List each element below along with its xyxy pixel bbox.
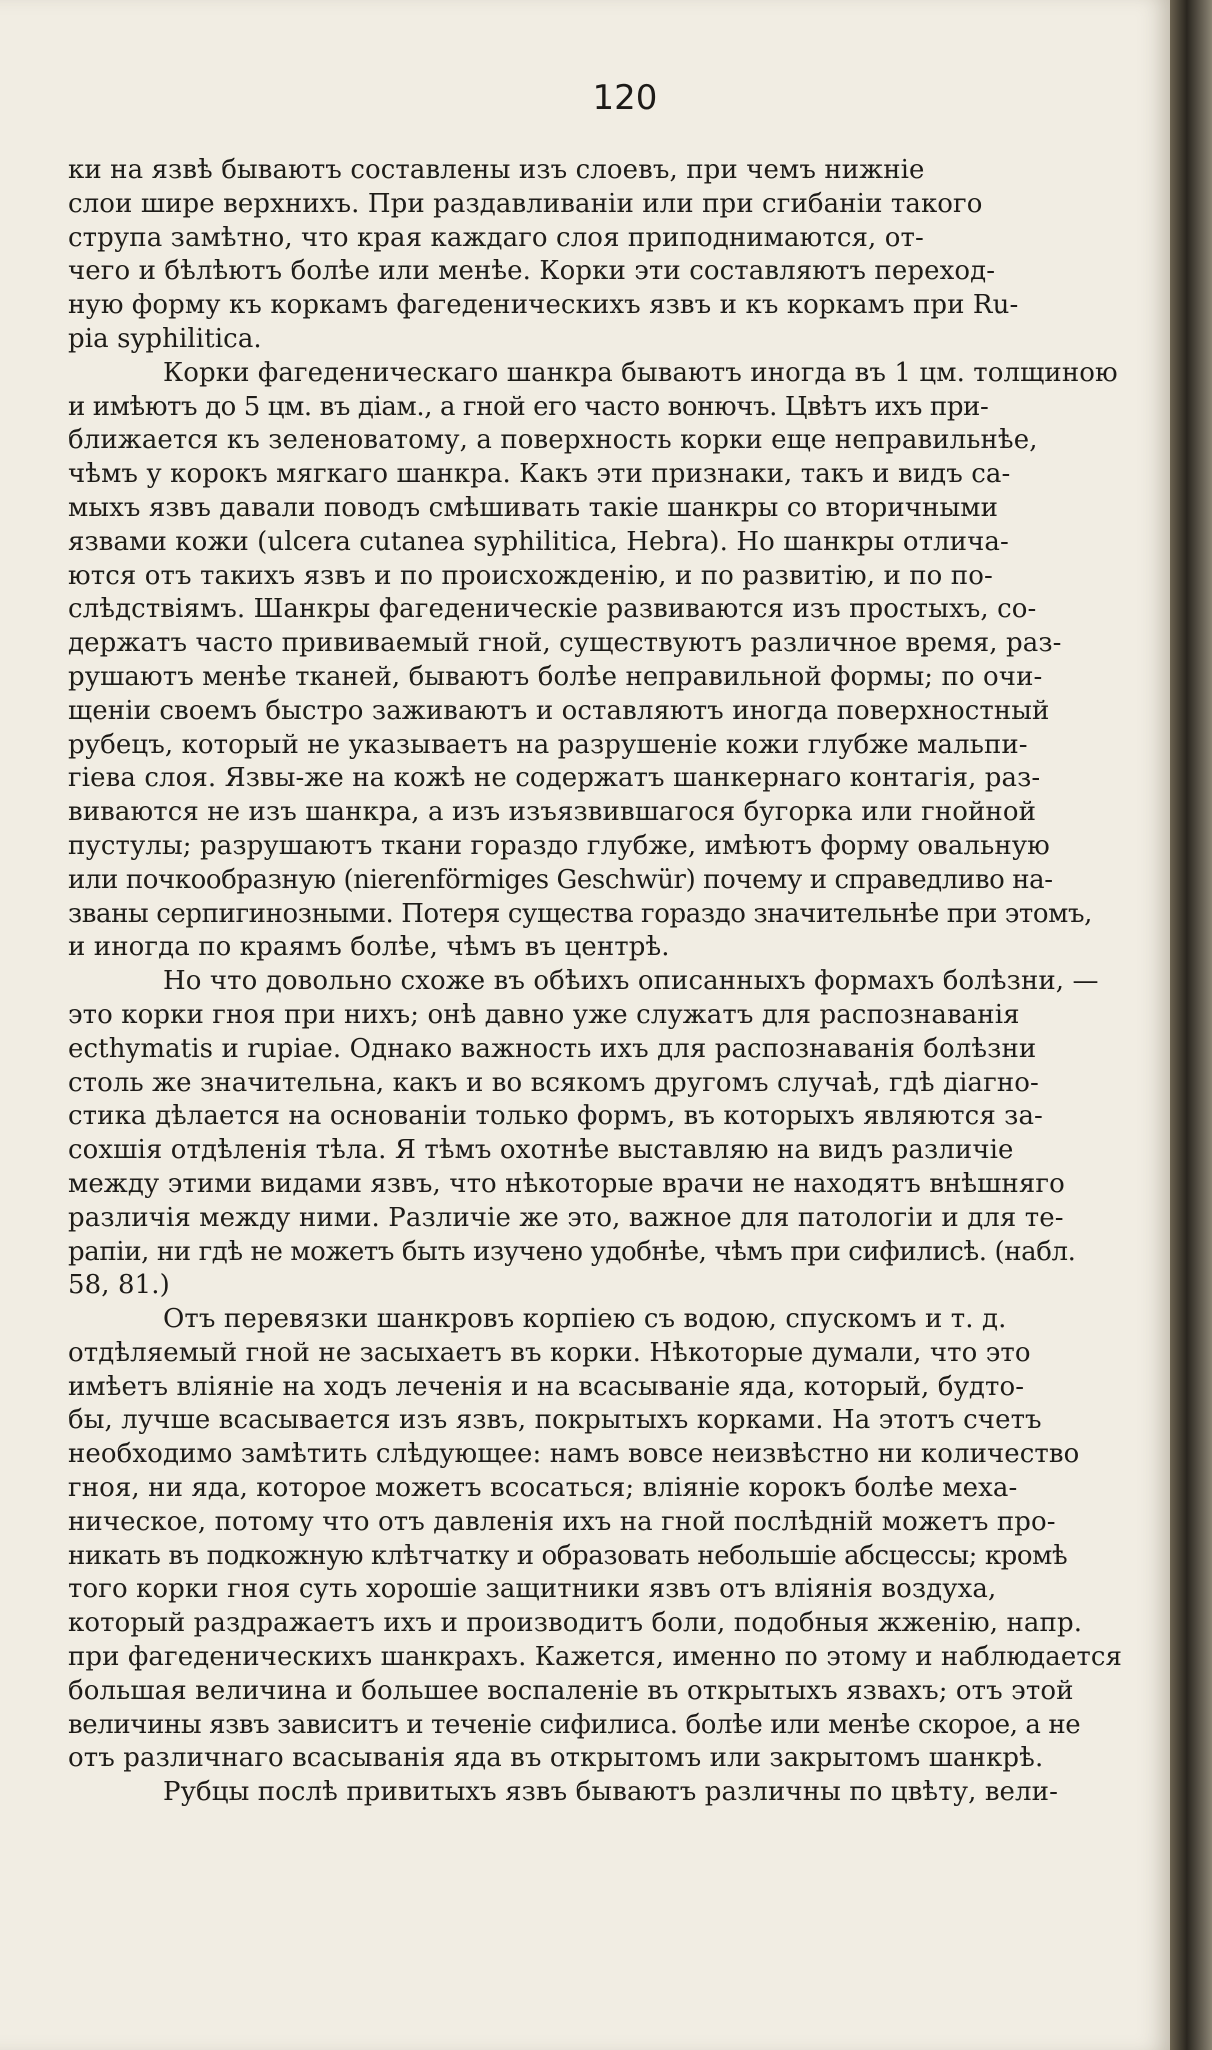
text-line: стика дѣлается на основаніи только формъ, въ которыхъ являются за- <box>68 1101 1043 1132</box>
text-line: язвами кожи (ulcera cutanea syphilitica, Hebra). Но шанкры отлича- <box>68 526 1009 557</box>
text-line: большая величина и большее воспаленіе въ открытыхъ язвахъ; отъ этой <box>68 1675 1074 1706</box>
text-line: сохшія отдѣленія тѣла. Я тѣмъ охотнѣе выставляю на видъ различіе <box>68 1135 1014 1166</box>
text-line: ную форму къ коркамъ фагеденическихъ язвъ и къ коркамъ при Ru- <box>68 290 1019 321</box>
text-line: или почкообразную (nierenförmiges Geschwür) почему и справедливо на- <box>68 864 1053 895</box>
text-line: рапіи, ни гдѣ не можетъ быть изучено удобнѣе, чѣмъ при сифилисѣ. (набл. <box>68 1236 1076 1267</box>
text-line: виваются не изъ шанкра, а изъ изъязвившагося бугорка или гнойной <box>68 797 1037 828</box>
text-line: и имѣютъ до 5 цм. въ діам., а гной его часто вонючъ. Цвѣтъ ихъ при- <box>68 391 989 422</box>
paragraph-start: Но что довольно схоже въ обѣихъ описанныхъ формахъ болѣзни, — <box>163 966 1099 997</box>
text-line: бы, лучше всасывается изъ язвъ, покрытыхъ корками. На этотъ счетъ <box>68 1405 1042 1436</box>
text-line: гіева слоя. Язвы-же на кожѣ не содержатъ шанкернаго контагія, раз- <box>68 763 1041 794</box>
text-line: это корки гноя при нихъ; онѣ давно уже служатъ для распознаванія <box>68 999 1020 1030</box>
page-number: 120 <box>592 78 658 118</box>
text-line: слои шире верхнихъ. При раздавливаніи или при сгибаніи такого <box>68 188 983 219</box>
text-line: того корки гноя суть хорошіе защитники язвъ отъ вліянія воздуха, <box>68 1574 997 1605</box>
text-line: ки на язвѣ бываютъ составлены изъ слоевъ, при чемъ нижніе <box>68 155 925 185</box>
text-line: отдѣляемый гной не засыхаетъ въ корки. Нѣкоторые думали, что это <box>68 1337 1031 1368</box>
text-line: струпа замѣтно, что края каждаго слоя приподнимаются, от- <box>68 222 924 253</box>
text-line: отъ различнаго всасыванія яда въ открытомъ или закрытомъ шанкрѣ. <box>68 1743 1044 1774</box>
text-line: гноя, ни яда, которое можетъ всосаться; вліяніе корокъ болѣе меха- <box>68 1473 1018 1504</box>
text-line: слѣдствіямъ. Шанкры фагеденическіе развиваются изъ простыхъ, со- <box>68 594 1037 625</box>
text-line: рубецъ, который не указываетъ на разрушеніе кожи глубже мальпи- <box>68 729 1028 760</box>
text-line: никать въ подкожную клѣтчатку и образовать небольшіе абсцессы; кромѣ <box>68 1540 1068 1571</box>
text-line: который раздражаетъ ихъ и производитъ боли, подобныя жженію, напр. <box>68 1608 1083 1639</box>
text-line: при фагеденическихъ шанкрахъ. Кажется, именно по этому и наблюдается <box>68 1642 1123 1673</box>
paragraph-start: Рубцы послѣ привитыхъ язвъ бываютъ различны по цвѣту, вели- <box>163 1777 1058 1808</box>
text-line: ecthymatis и rupiae. Однако важность ихъ для распознаванія болѣзни <box>68 1033 1037 1064</box>
text-line: мыхъ язвъ давали поводъ смѣшивать такіе шанкры со вторичными <box>68 492 999 523</box>
text-line: необходимо замѣтить слѣдующее: намъ вовсе неизвѣстно ни количество <box>68 1439 1080 1470</box>
text-line: величины язвъ зависитъ и теченіе сифилиса. болѣе или менѣе скорое, а не <box>68 1709 1081 1740</box>
paragraph-start: Отъ перевязки шанкровъ корпіею съ водою, спускомъ и т. д. <box>163 1304 1007 1335</box>
text-line: рушаютъ менѣе тканей, бываютъ болѣе неправильной формы; по очи- <box>68 661 1043 692</box>
text-line: различія между ними. Различіе же это, важное для патологіи и для те- <box>68 1202 1064 1233</box>
text-line: между этими видами язвъ, что нѣкоторые врачи не находятъ внѣшняго <box>68 1168 1065 1199</box>
text-line: чего и бѣлѣютъ болѣе или менѣе. Корки эти составляютъ переход- <box>68 256 996 287</box>
text-line: и иногда по краямъ болѣе, чѣмъ въ центрѣ. <box>68 932 670 963</box>
text-line: чѣмъ у корокъ мягкаго шанкра. Какъ эти признаки, такъ и видъ са- <box>68 459 1011 490</box>
text-line: ются отъ такихъ язвъ и по происхожденію, и по развитію, и по по- <box>68 560 993 591</box>
text-line: столь же значительна, какъ и во всякомъ другомъ случаѣ, гдѣ діагно- <box>68 1067 1039 1098</box>
text-line: щеніи своемъ быстро заживаютъ и оставляютъ иногда поверхностный <box>68 695 1050 726</box>
text-line: ническое, потому что отъ давленія ихъ на гной послѣдній можетъ про- <box>68 1506 1056 1537</box>
text-line: пустулы; разрушаютъ ткани гораздо глубже, имѣютъ форму овальную <box>68 830 1050 861</box>
text-line: ближается къ зеленоватому, а поверхность корки еще неправильнѣе, <box>68 425 1038 456</box>
paragraph-start: Корки фагеденическаго шанкра бываютъ иногда въ 1 цм. толщиною <box>163 357 1118 388</box>
text-line: pia syphilitica. <box>68 323 262 354</box>
text-line: 58, 81.) <box>68 1270 170 1301</box>
page-text <box>68 154 1173 1810</box>
book-binding-edge <box>1170 0 1212 2050</box>
text-line: держатъ часто прививаемый гной, существуютъ различное время, раз- <box>68 628 1062 659</box>
text-line: имѣетъ вліяніе на ходъ леченія и на всасываніе яда, который, будто- <box>68 1371 1025 1402</box>
text-line: званы серпигинозными. Потеря существа гораздо значительнѣе при этомъ, <box>68 898 1093 929</box>
